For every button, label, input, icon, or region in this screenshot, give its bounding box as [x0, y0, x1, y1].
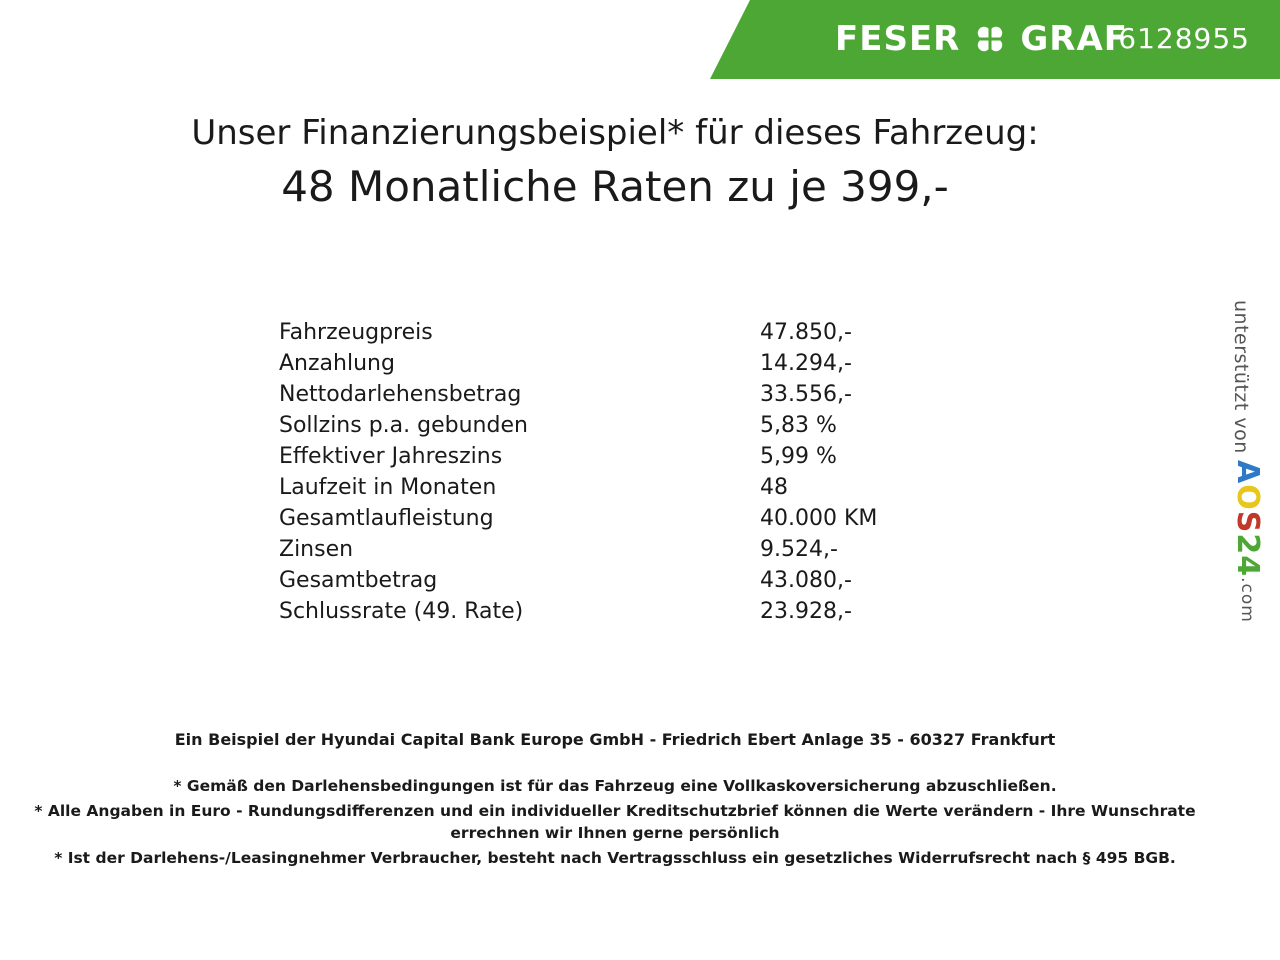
title-block [0, 112, 1230, 213]
clover-icon [974, 23, 1006, 55]
table-row [279, 320, 877, 351]
table-row [279, 599, 877, 630]
row-label: Gesamtbetrag [279, 568, 438, 593]
brand-name-left: FESER [835, 19, 961, 59]
table-row [279, 475, 877, 506]
footer-notes [0, 730, 1230, 869]
document-id: 6128955 [1118, 22, 1250, 55]
logo-letter-o: O [1230, 484, 1265, 511]
row-value: 14.294,- [760, 351, 852, 376]
sidebar-supported-by [1230, 300, 1272, 680]
logo-letter-s: S [1230, 510, 1265, 534]
bank-line: Ein Beispiel der Hyundai Capital Bank Europe GmbH - Friedrich Ebert Anlage 35 - 60327 Frankfurt [174, 730, 1056, 749]
row-label: Gesamtlaufleistung [279, 506, 494, 531]
financing-table [279, 320, 877, 630]
table-row [279, 382, 877, 413]
brand-logo [835, 19, 1128, 59]
footnote: * Ist der Darlehens-/Leasingnehmer Verbraucher, besteht nach Vertragsschluss ein gesetzliches Widerrufsrecht nach § 495 BGB. [54, 849, 1176, 867]
row-value: 5,83 % [760, 413, 837, 438]
row-label: Sollzins p.a. gebunden [279, 413, 528, 438]
row-value: 48 [760, 475, 788, 500]
table-row [279, 506, 877, 537]
table-row [279, 444, 877, 475]
row-value: 40.000 KM [760, 506, 878, 531]
logo-letter-a: A [1230, 460, 1265, 485]
table-row [279, 413, 877, 444]
footnote: * Gemäß den Darlehensbedingungen ist für das Fahrzeug eine Vollkaskoversicherung abzuschließen. [173, 777, 1057, 795]
row-label: Nettodarlehensbetrag [279, 382, 522, 407]
row-value: 5,99 % [760, 444, 837, 469]
page-subtitle: 48 Monatliche Raten zu je 399,- [281, 161, 949, 211]
row-value: 43.080,- [760, 568, 852, 593]
row-label: Fahrzeugpreis [279, 320, 433, 345]
table-row [279, 537, 877, 568]
row-label: Schlussrate (49. Rate) [279, 599, 524, 624]
logo-tld: .com [1237, 577, 1257, 623]
table-row [279, 351, 877, 382]
row-value: 47.850,- [760, 320, 852, 345]
row-label: Laufzeit in Monaten [279, 475, 497, 500]
supported-by-label: unterstützt von [1230, 300, 1252, 454]
row-label: Anzahlung [279, 351, 395, 376]
row-value: 33.556,- [760, 382, 852, 407]
table-row [279, 568, 877, 599]
row-value: 23.928,- [760, 599, 852, 624]
aos24-logo [1230, 460, 1265, 623]
row-label: Zinsen [279, 537, 354, 562]
brand-name-right: GRAF [1020, 19, 1128, 59]
footnote: * Alle Angaben in Euro - Rundungsdifferenzen und ein individueller Kreditschutzbrief können die Werte verändern - Ihre Wunschrate errechnen wir Ihnen gerne persönlich [34, 802, 1196, 842]
logo-number-24: 24 [1230, 533, 1265, 578]
page-header [0, 0, 1280, 79]
row-value: 9.524,- [760, 537, 838, 562]
page-title: Unser Finanzierungsbeispiel* für dieses Fahrzeug: [191, 113, 1039, 153]
row-label: Effektiver Jahreszins [279, 444, 503, 469]
